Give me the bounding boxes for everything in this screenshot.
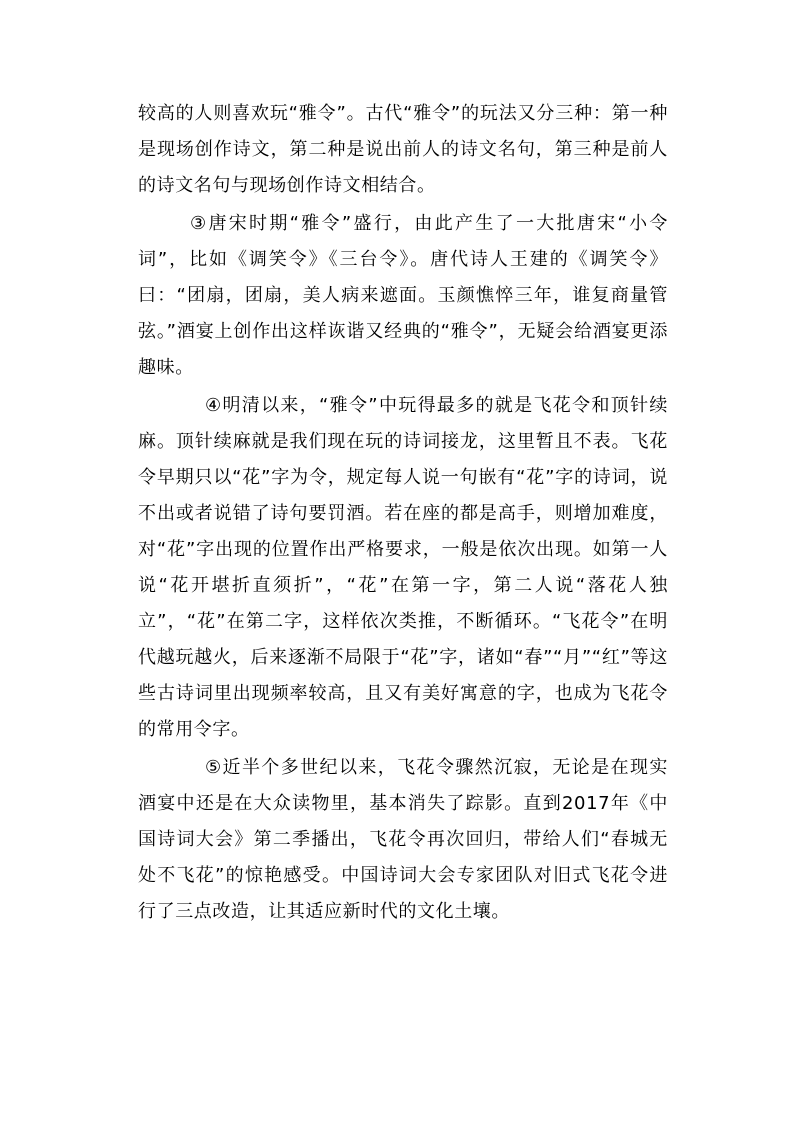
paragraph-continued: 较高的人则喜欢玩“雅令”。古代“雅令”的玩法又分三种：第一种是现场创作诗文，第二种是说出前人的诗文名句，第三种是前人的诗文名句与现场创作诗文相结合。 bbox=[138, 103, 668, 196]
paragraph-4: ④明清以来，“雅令”中玩得最多的就是飞花令和顶针续麻。顶针续麻就是我们现在玩的诗词接龙，这里暂且不表。飞花令早期只以“花”字为令，规定每人说一句嵌有“花”字的诗词，说不出或者说错了诗句要罚酒。若在座的都是高手，则增加难度，对“花”字出现的位置作出严格要求，一般是依次出现。如第一人说“花开堪折直须折”，“花”在第一字，第二人说“落花人独立”，“花”在第二字，这样依次类推，不断循环。“飞花令”在明代越玩越火，后来逐渐不局限于“花”字，诸如“春”“月”“红”等这些古诗词里出现频率较高，且又有美好寓意的字，也成为飞花令的常用令字。 bbox=[138, 395, 668, 740]
document-body bbox=[138, 96, 668, 932]
paragraph-5: ⑤近半个多世纪以来，飞花令骤然沉寂，无论是在现实酒宴中还是在大众读物里，基本消失了踪影。直到2017年《中国诗词大会》第二季播出，飞花令再次回归，带给人们“春城无处不飞花”的惊艳感受。中国诗词大会专家团队对旧式飞花令进行了三点改造，让其适应新时代的文化土壤。 bbox=[138, 757, 668, 922]
paragraph-3: ③唐宋时期“雅令”盛行，由此产生了一大批唐宋“小令词”，比如《调笑令》《三台令》。唐代诗人王建的《调笑令》曰：“团扇，团扇，美人病来遮面。玉颜憔悴三年，谁复商量管弦。”酒宴上创作出这样诙谐又经典的“雅令”，无疑会给酒宴更添趣味。 bbox=[138, 213, 668, 378]
